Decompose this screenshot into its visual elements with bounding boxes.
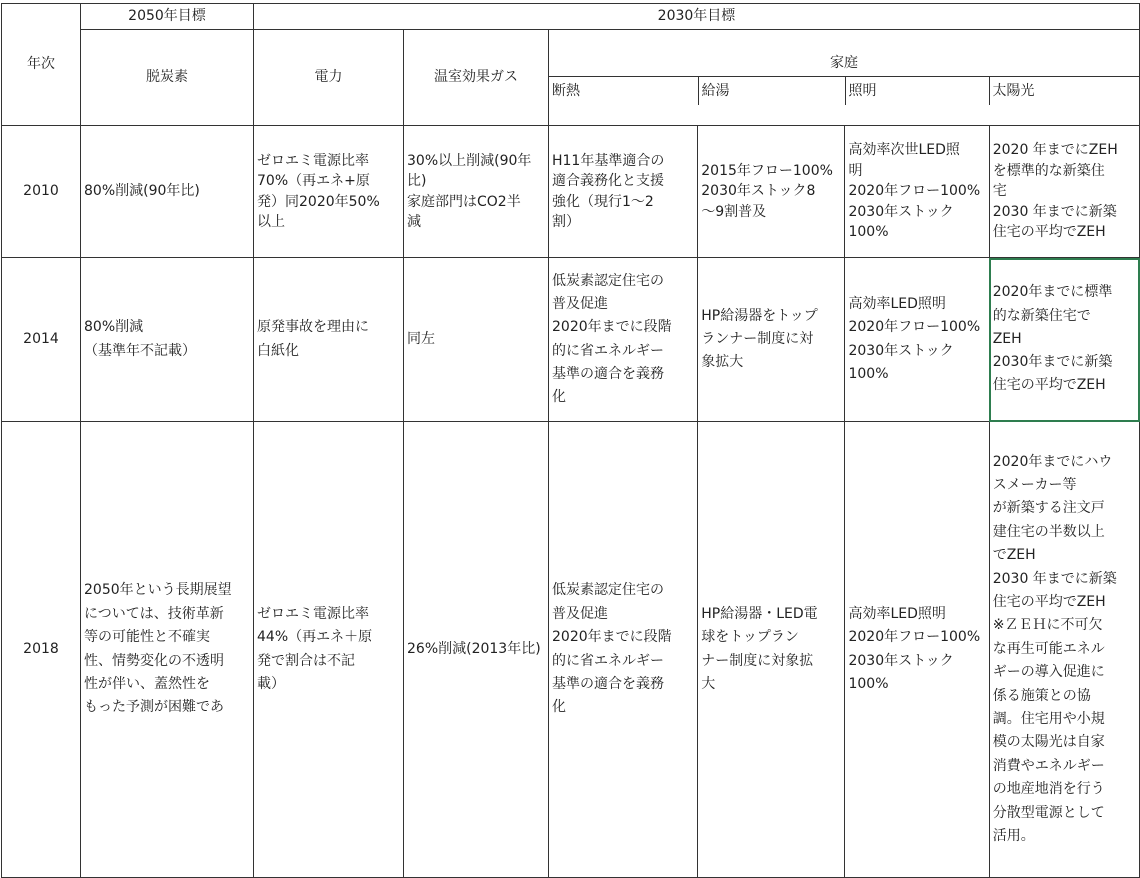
- cell-decarbonization: 80%削減 （基準年不記載）: [81, 258, 254, 422]
- header-year: 年次: [2, 4, 81, 126]
- header-2030-goal: 2030年目標: [254, 4, 1140, 30]
- cell-lighting: 高効率LED照明 2020年フロー100% 2030年ストック 100%: [845, 422, 989, 878]
- cell-electricity: ゼロエミ電源比率 44%（再エネ＋原 発で割合は不記 載）: [254, 422, 404, 878]
- header-insulation: 断熱: [549, 77, 698, 105]
- cell-hot-water: HP給湯器・LED電 球をトップラン ナー制度に対象拡 大: [698, 422, 845, 878]
- cell-insulation: 低炭素認定住宅の 普及促進 2020年までに段階 的に省エネルギー 基準の適合を義務 化: [549, 258, 698, 422]
- cell-lighting: 高効率次世LED照 明 2020年フロー100% 2030年ストック 100%: [845, 126, 989, 258]
- cell-solar: 2020年までにハウ スメーカー等 が新築する注文戸 建住宅の半数以上 でZEH 2030 年までに新築 住宅の平均でZEH ※ＺＥＨに不可欠 な再生可能エネル ギーの導入促進に 係る施策との協 調。住宅用や小規 模の太陽光は自家 消費やエネルギー の地産地消を行う 分散型電源として 活用。: [989, 422, 1139, 878]
- cell-hot-water: 2015年フロー100% 2030年ストック8 〜9割普及: [698, 126, 845, 258]
- cell-ghg: 30%以上削減(90年 比) 家庭部門はCO2半 減: [404, 126, 549, 258]
- header-decarbonization: 脱炭素: [81, 30, 254, 126]
- cell-decarbonization: 2050年という長期展望 については、技術革新 等の可能性と不確実 性、情勢変化の不透明 性が伴い、蓋然性を もった予測が困難であ: [81, 422, 254, 878]
- table-row: [2, 422, 1140, 878]
- row-year: 2010: [2, 126, 81, 258]
- header-2050-goal: 2050年目標: [81, 4, 254, 30]
- header-household-group: [549, 30, 1140, 126]
- cell-solar-selected[interactable]: 2020年までに標準 的な新築住宅で ZEH 2030年までに新築 住宅の平均でZEH: [989, 258, 1139, 422]
- header-lighting: 照明: [845, 77, 989, 105]
- cell-insulation: 低炭素認定住宅の 普及促進 2020年までに段階 的に省エネルギー 基準の適合を義務 化: [549, 422, 698, 878]
- cell-insulation: H11年基準適合の 適合義務化と支援 強化（現行1〜2 割）: [549, 126, 698, 258]
- cell-electricity: ゼロエミ電源比率 70%（再エネ+原 発）同2020年50% 以上: [254, 126, 404, 258]
- cell-hot-water: HP給湯器をトップ ランナー制度に対 象拡大: [698, 258, 845, 422]
- row-year: 2018: [2, 422, 81, 878]
- header-solar: 太陽光: [992, 82, 1035, 99]
- table-row: [2, 258, 1140, 422]
- cell-electricity: 原発事故を理由に 白紙化: [254, 258, 404, 422]
- header-hot-water: 給湯: [698, 77, 845, 105]
- header-ghg: 温室効果ガス: [404, 30, 549, 126]
- row-year: 2014: [2, 258, 81, 422]
- cell-ghg: 同左: [404, 258, 549, 422]
- table-row: [2, 126, 1140, 258]
- household-subheader: [549, 51, 1139, 105]
- cell-solar: 2020 年までにZEH を標準的な新築住 宅 2030 年までに新築 住宅の平均でZEH: [989, 126, 1139, 258]
- targets-table: [1, 3, 1140, 878]
- cell-ghg: 26%削減(2013年比): [404, 422, 549, 878]
- header-electricity: 電力: [254, 30, 404, 126]
- cell-lighting: 高効率LED照明 2020年フロー100% 2030年ストック 100%: [845, 258, 989, 422]
- cell-decarbonization: 80%削減(90年比): [81, 126, 254, 258]
- header-household: 家庭: [549, 51, 1139, 77]
